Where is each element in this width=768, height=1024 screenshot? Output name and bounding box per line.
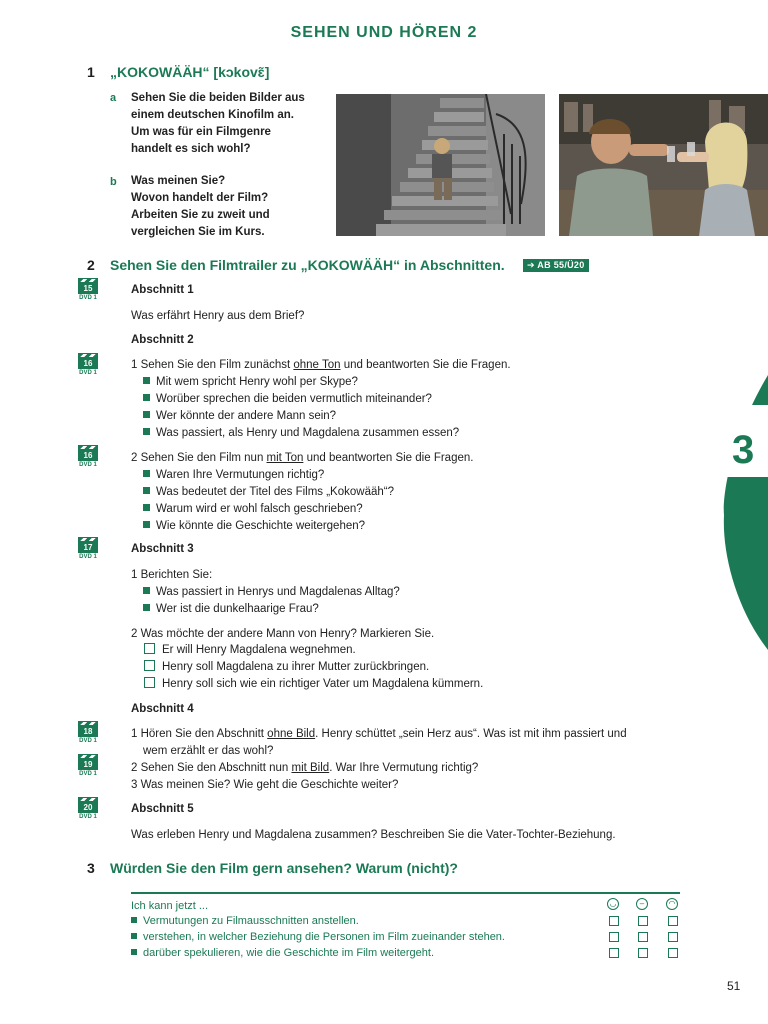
task1-b-text <box>131 173 316 241</box>
list-item <box>143 584 400 601</box>
text: 1 Hören Sie den Abschnitt <box>131 728 268 740</box>
text-line: Um was für ein Filmgenre <box>131 126 271 138</box>
text: und beantworten Sie die Fragen. <box>340 359 511 371</box>
option-label: Henry soll Magdalena zu ihrer Mutter zurückbringen. <box>162 661 430 673</box>
bullet-icon <box>131 933 137 939</box>
section-5-heading: Abschnitt 5 <box>131 803 194 815</box>
text-line: vergleichen Sie im Kurs. <box>131 226 265 238</box>
track-number: 15 <box>78 283 98 294</box>
bullet-icon <box>143 604 150 611</box>
clapperboard-icon[interactable] <box>78 445 98 468</box>
page-title: SEHEN UND HÖREN 2 <box>290 24 478 41</box>
text-line: handelt es sich wohl? <box>131 143 251 155</box>
list-item <box>143 374 459 391</box>
clapperboard-icon[interactable] <box>78 537 98 560</box>
film-still-stairs <box>336 94 545 236</box>
section-5-question: Was erleben Henry und Magdalena zusammen? Beschreiben Sie die Vater-Tochter-Beziehung. <box>131 829 616 841</box>
list-item <box>143 518 394 535</box>
smiley-neutral-icon: – <box>636 898 648 910</box>
section-3-question-2: 2 Was möchte der andere Mann von Henry? Markieren Sie. <box>131 628 435 640</box>
can-do-divider <box>131 892 680 894</box>
can-do-item-text: Vermutungen zu Filmausschnitten anstellen. <box>143 915 359 927</box>
task1-a-text <box>131 90 316 158</box>
assessment-checkbox[interactable] <box>609 932 619 942</box>
track-number: 16 <box>78 450 98 461</box>
dvd-label: DVD 1 <box>79 462 97 468</box>
text: 1 Sehen Sie den Film zunächst <box>131 359 294 371</box>
track-number: 16 <box>78 358 98 369</box>
task1-title: „KOKOWÄÄH“ [kɔkovɛ̃] <box>110 64 270 80</box>
section-2-question-1 <box>131 357 511 374</box>
list-item <box>143 601 400 618</box>
text: . War Ihre Vermutung richtig? <box>329 762 479 774</box>
workbook-reference-tag[interactable]: ➔ AB 55/Ü20 <box>523 259 589 272</box>
page-number: 51 <box>727 979 741 993</box>
dvd-label: DVD 1 <box>79 771 97 777</box>
list-item-text: Warum wird er wohl falsch geschrieben? <box>156 503 363 515</box>
section-2-question-2 <box>131 450 473 467</box>
assessment-checkbox[interactable] <box>668 948 678 958</box>
underlined-text: ohne Ton <box>293 359 341 371</box>
section-3-heading: Abschnitt 3 <box>131 543 194 555</box>
list-item-text: Worüber sprechen die beiden vermutlich miteinander? <box>156 393 432 405</box>
section-4-question-1-cont: wem erzählt er das wohl? <box>143 745 274 757</box>
underlined-text: mit Bild <box>291 762 330 774</box>
track-number: 18 <box>78 726 98 737</box>
list-item <box>143 391 459 408</box>
text-line: Wovon handelt der Film? <box>131 192 269 204</box>
clapperboard-icon[interactable] <box>78 353 98 376</box>
can-do-item <box>131 929 505 945</box>
film-still-kitchen <box>559 94 768 236</box>
list-item-text: Wer ist die dunkelhaarige Frau? <box>156 603 319 615</box>
dvd-label: DVD 1 <box>79 370 97 376</box>
underlined-text: ohne Bild <box>267 728 316 740</box>
text: . Henry schüttet „sein Herz aus“. Was ist mit ihm passiert und <box>315 728 627 740</box>
task1-a-letter: a <box>110 92 117 104</box>
can-do-item-text: verstehen, in welcher Beziehung die Personen im Film zueinander stehen. <box>143 931 505 943</box>
clapperboard-icon[interactable] <box>78 721 98 744</box>
bullet-icon <box>143 411 150 418</box>
list-item-text: Wie könnte die Geschichte weitergehen? <box>156 520 366 532</box>
option-row[interactable] <box>144 659 483 676</box>
bullet-icon <box>143 394 150 401</box>
text: und beantworten Sie die Fragen. <box>303 452 474 464</box>
section-1-heading: Abschnitt 1 <box>131 284 194 296</box>
section-2-heading: Abschnitt 2 <box>131 334 194 346</box>
dvd-label: DVD 1 <box>79 295 97 301</box>
section-3-question-1: 1 Berichten Sie: <box>131 569 213 581</box>
assessment-checkbox[interactable] <box>638 932 648 942</box>
text-line: Was meinen Sie? <box>131 175 226 187</box>
list-item <box>143 425 459 442</box>
section-3-bullets <box>143 584 400 618</box>
section-2-bullets-a <box>143 374 459 442</box>
clapperboard-icon[interactable] <box>78 278 98 301</box>
task2-title: Sehen Sie den Filmtrailer zu „KOKOWÄÄH“ in Abschnitten. <box>110 257 505 273</box>
clapperboard-icon[interactable] <box>78 797 98 820</box>
bullet-icon <box>131 917 137 923</box>
list-item-text: Wer könnte der andere Mann sein? <box>156 410 337 422</box>
section-4-question-2 <box>131 760 478 777</box>
text-line: Arbeiten Sie zu zweit und <box>131 209 270 221</box>
list-item <box>143 408 459 425</box>
smiley-sad-icon: ◠ <box>666 898 678 910</box>
list-item <box>143 484 394 501</box>
assessment-checkbox[interactable] <box>609 948 619 958</box>
task1-b-letter: b <box>110 176 117 188</box>
can-do-heading: Ich kann jetzt ... <box>131 900 209 912</box>
chapter-number: 3 <box>732 428 755 472</box>
dvd-label: DVD 1 <box>79 738 97 744</box>
track-number: 17 <box>78 542 98 553</box>
dvd-label: DVD 1 <box>79 814 97 820</box>
text: 2 Sehen Sie den Abschnitt nun <box>131 762 292 774</box>
assessment-checkbox[interactable] <box>638 916 648 926</box>
bullet-icon <box>143 428 150 435</box>
bullet-icon <box>143 521 150 528</box>
section-1-question: Was erfährt Henry aus dem Brief? <box>131 310 305 322</box>
can-do-item-text: darüber spekulieren, wie die Geschichte im Film weitergeht. <box>143 947 435 959</box>
list-item <box>143 501 394 518</box>
task2-number: 2 <box>87 257 95 273</box>
text-line: einem deutschen Kinofilm an. <box>131 109 294 121</box>
bullet-icon <box>143 377 150 384</box>
list-item-text: Was bedeutet der Titel des Films „Kokowääh“? <box>156 486 394 498</box>
list-item-text: Mit wem spricht Henry wohl per Skype? <box>156 376 358 388</box>
bullet-icon <box>131 949 137 955</box>
assessment-checkbox[interactable] <box>638 948 648 958</box>
section-4-heading: Abschnitt 4 <box>131 703 194 715</box>
track-number: 19 <box>78 759 98 770</box>
section-4-question-1 <box>131 726 627 743</box>
chapter-tab <box>722 375 768 650</box>
task3-number: 3 <box>87 860 95 876</box>
option-label: Er will Henry Magdalena wegnehmen. <box>162 644 356 656</box>
list-item <box>143 467 394 484</box>
assessment-checkbox[interactable] <box>668 932 678 942</box>
track-number: 20 <box>78 802 98 813</box>
assessment-checkbox[interactable] <box>609 916 619 926</box>
assessment-checkbox[interactable] <box>668 916 678 926</box>
can-do-item <box>131 945 505 961</box>
task3-title: Würden Sie den Film gern ansehen? Warum (nicht)? <box>110 860 458 876</box>
can-do-item <box>131 913 505 929</box>
bullet-icon <box>143 504 150 511</box>
text-line: Sehen Sie die beiden Bilder aus <box>131 92 305 104</box>
option-checkbox[interactable] <box>144 677 155 688</box>
section-2-bullets-b <box>143 467 394 535</box>
section-3-options <box>144 642 483 693</box>
list-item-text: Was passiert in Henrys und Magdalenas Alltag? <box>156 586 400 598</box>
bullet-icon <box>143 587 150 594</box>
dvd-label: DVD 1 <box>79 554 97 560</box>
option-row[interactable] <box>144 642 483 659</box>
smiley-happy-icon: ◡ <box>607 898 619 910</box>
list-item-text: Was passiert, als Henry und Magdalena zusammen essen? <box>156 427 460 439</box>
text: 2 Sehen Sie den Film nun <box>131 452 267 464</box>
underlined-text: mit Ton <box>266 452 304 464</box>
bullet-icon <box>143 487 150 494</box>
option-checkbox[interactable] <box>144 660 155 671</box>
clapperboard-icon[interactable] <box>78 754 98 777</box>
list-item-text: Waren Ihre Vermutungen richtig? <box>156 469 325 481</box>
option-row[interactable] <box>144 676 483 693</box>
option-checkbox[interactable] <box>144 643 155 654</box>
section-4-question-3: 3 Was meinen Sie? Wie geht die Geschichte weiter? <box>131 779 399 791</box>
task1-number: 1 <box>87 64 95 80</box>
self-assessment-grid <box>609 916 684 964</box>
option-label: Henry soll sich wie ein richtiger Vater um Magdalena kümmern. <box>162 678 484 690</box>
can-do-list <box>131 913 505 961</box>
bullet-icon <box>143 470 150 477</box>
